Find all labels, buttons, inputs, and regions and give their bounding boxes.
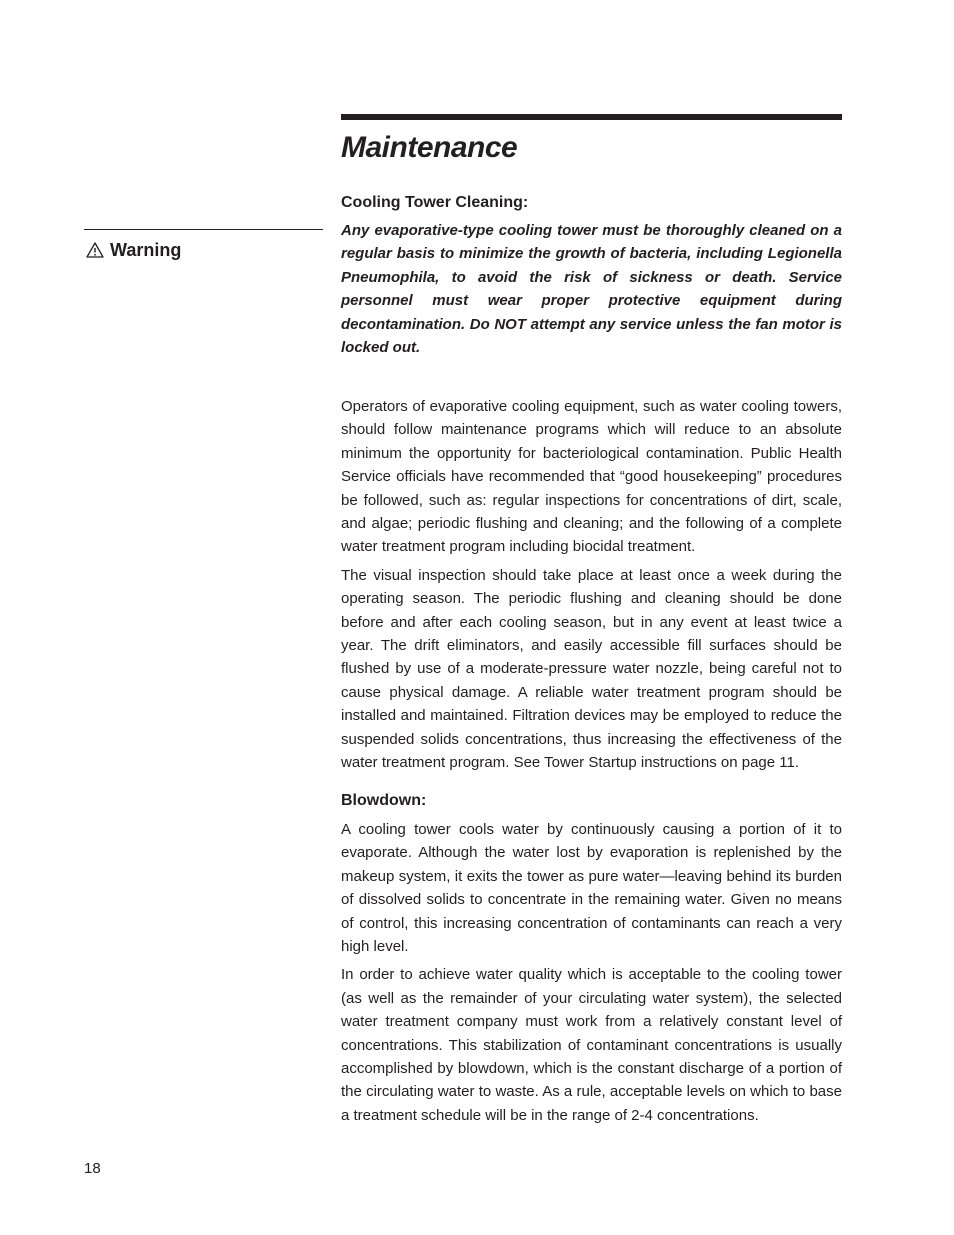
section-heading-cooling-tower-cleaning: Cooling Tower Cleaning: <box>341 194 529 211</box>
title-top-rule <box>341 114 842 120</box>
paragraph: The visual inspection should take place at least once a week during the operating season. The periodic flushing and cleaning should be done before and after each cooling season, but in any event at least twice a year. The drift eliminators, and easily accessible fill surfaces should be flushed by use of a moderate-pressure water nozzle, being careful not to cause physical damage. A reliable water treatment program should be installed and maintained. Filtration devices may be employed to reduce the suspended solids concentrations, thus increasing the effectiveness of the water treatment program. See Tower Startup instructions on page 11. <box>341 566 842 772</box>
sidebar-rule <box>84 229 323 230</box>
paragraph: Operators of evaporative cooling equipment, such as water cooling towers, should follow maintenance programs which will reduce to an absolute minimum the opportunity for bacteriological contamination. Public Health Service officials have recommended that “good housekeeping” procedures be followed, such as: regular inspections for concentrations of dirt, scale, and algae; periodic flushing and cleaning; and the following of a complete water treatment program including biocidal treatment. <box>341 398 842 556</box>
blowdown-body <box>341 818 842 1127</box>
paragraph: A cooling tower cools water by continuously causing a portion of it to evaporate. Although the water lost by evaporation is replenished by the makeup system, it exits the tower as pure water—leaving behind its burden of dissolved solids to concentrate in the remaining water. Given no means of control, this increasing concentration of contaminants can reach a very high level. <box>341 821 842 956</box>
section-heading-blowdown: Blowdown: <box>341 792 427 809</box>
warning-label: Warning <box>110 240 182 260</box>
cleaning-heading-block <box>341 192 842 214</box>
warning-triangle-icon <box>86 242 110 258</box>
page-number: 18 <box>84 1160 101 1177</box>
blowdown-heading-block <box>341 790 842 812</box>
warning-text-block <box>341 219 842 359</box>
warning-callout <box>86 238 181 262</box>
page-title: Maintenance <box>341 131 518 164</box>
paragraph: In order to achieve water quality which is acceptable to the cooling tower (as well as the remainder of your circulating water system), the selected water treatment company must work from a relatively constant level of concentrations. This stabilization of contaminant concentrations is usually accomplished by blowdown, which is the constant discharge of a portion of the circulating water to waste. As a rule, acceptable levels on which to base a treatment schedule will be in the range of 2-4 concentrations. <box>341 966 842 1124</box>
cleaning-body <box>341 395 842 775</box>
warning-text: Any evaporative-type cooling tower must be thoroughly cleaned on a regular basis to minimize the growth of bacteria, including Legionella Pneumophila, to avoid the risk of sickness or death. Service personnel must wear proper protective equipment during decontamination. Do NOT attempt any service unless the fan motor is locked out. <box>341 222 842 357</box>
